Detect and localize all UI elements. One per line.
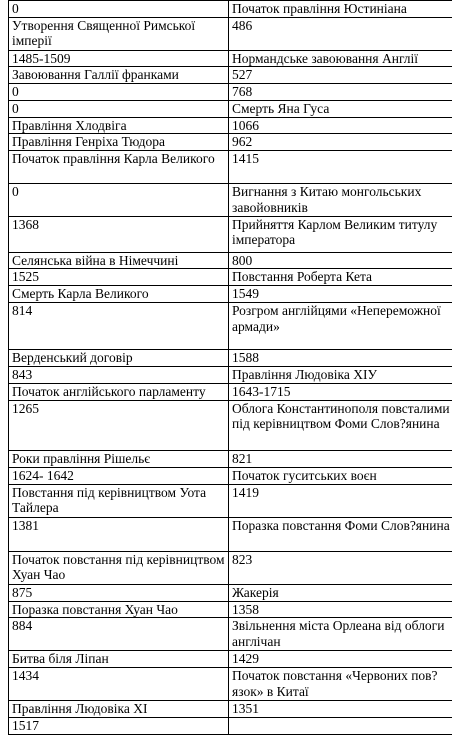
left-cell: 0 <box>9 184 229 216</box>
left-cell: Роки правління Рішельє <box>9 450 229 467</box>
table-row <box>9 303 452 350</box>
left-cell: Завоювання Галлії франками <box>9 67 229 84</box>
table-row <box>9 584 452 601</box>
right-cell: 962 <box>229 134 452 151</box>
right-cell <box>229 718 452 735</box>
left-cell: Повстання під керівництвом Уота Тайлера <box>9 484 229 517</box>
table-row <box>9 400 452 450</box>
right-cell: 800 <box>229 252 452 269</box>
left-cell: Початок повстання під керівництвом Хуан Чао <box>9 551 229 584</box>
table-row <box>9 551 452 584</box>
left-cell: 1517 <box>9 718 229 735</box>
right-cell: Смерть Яна Гуса <box>229 100 452 117</box>
right-cell: 486 <box>229 17 452 50</box>
table-row <box>9 668 452 701</box>
table-row <box>9 601 452 618</box>
left-cell: 1525 <box>9 269 229 286</box>
right-cell: 1429 <box>229 651 452 668</box>
left-cell: 0 <box>9 1 229 18</box>
left-cell: 0 <box>9 100 229 117</box>
right-cell: Поразка повстання Фоми Слов?янина <box>229 517 452 551</box>
right-cell: 1549 <box>229 286 452 303</box>
left-cell: Правління Хлодвіга <box>9 117 229 134</box>
right-cell: Нормандське завоювання Англії <box>229 50 452 67</box>
table-row <box>9 350 452 367</box>
left-cell: Битва біля Ліпан <box>9 651 229 668</box>
left-cell: Початок правління Карла Великого <box>9 151 229 184</box>
right-cell: Облога Константинополя повсталими під керівництвом Фоми Слов?янина <box>229 400 452 450</box>
events-table <box>8 0 452 735</box>
right-cell: 1351 <box>229 701 452 718</box>
table-row <box>9 17 452 50</box>
table-row <box>9 517 452 551</box>
right-cell: 1588 <box>229 350 452 367</box>
table-row <box>9 100 452 117</box>
left-cell: Утворення Священної Римської імперії <box>9 17 229 50</box>
table-row <box>9 134 452 151</box>
right-cell: Правління Людовіка ХІУ <box>229 367 452 384</box>
left-cell: 884 <box>9 618 229 651</box>
table-row <box>9 67 452 84</box>
right-cell: 823 <box>229 551 452 584</box>
left-cell: 1368 <box>9 216 229 252</box>
table-row <box>9 618 452 651</box>
table-row <box>9 651 452 668</box>
left-cell: Смерть Карла Великого <box>9 286 229 303</box>
right-cell: 1419 <box>229 484 452 517</box>
right-cell: Початок повстання «Червоних пов?язок» в Китаї <box>229 668 452 701</box>
table-row <box>9 367 452 384</box>
left-cell: Правління Людовіка ХІ <box>9 701 229 718</box>
left-cell: Селянська війна в Німеччині <box>9 252 229 269</box>
left-cell: 1381 <box>9 517 229 551</box>
table-row <box>9 383 452 400</box>
right-cell: 1066 <box>229 117 452 134</box>
table-row <box>9 718 452 735</box>
left-cell: Поразка повстання Хуан Чао <box>9 601 229 618</box>
table-row <box>9 84 452 101</box>
table-row <box>9 1 452 18</box>
left-cell: 814 <box>9 303 229 350</box>
right-cell: Вигнання з Китаю монгольських завойовників <box>229 184 452 216</box>
table-row <box>9 117 452 134</box>
table-row <box>9 269 452 286</box>
right-cell: Початок гуситських воєн <box>229 467 452 484</box>
table-row <box>9 701 452 718</box>
right-cell: 1415 <box>229 151 452 184</box>
table-row <box>9 467 452 484</box>
left-cell: Правління Генріха Тюдора <box>9 134 229 151</box>
right-cell: 768 <box>229 84 452 101</box>
table-row <box>9 450 452 467</box>
left-cell: 1485-1509 <box>9 50 229 67</box>
table-row <box>9 484 452 517</box>
left-cell: 875 <box>9 584 229 601</box>
left-cell: 1265 <box>9 400 229 450</box>
left-cell: 0 <box>9 84 229 101</box>
left-cell: Верденський договір <box>9 350 229 367</box>
right-cell: Початок правління Юстиніана <box>229 1 452 18</box>
left-cell: 843 <box>9 367 229 384</box>
right-cell: 527 <box>229 67 452 84</box>
right-cell: Прийняття Карлом Великим титулу імператора <box>229 216 452 252</box>
table-row <box>9 286 452 303</box>
table-row <box>9 151 452 184</box>
left-cell: 1434 <box>9 668 229 701</box>
left-cell: 1624- 1642 <box>9 467 229 484</box>
table-row <box>9 50 452 67</box>
right-cell: 821 <box>229 450 452 467</box>
right-cell: 1358 <box>229 601 452 618</box>
right-cell: Звільнення міста Орлеана від облоги англічан <box>229 618 452 651</box>
right-cell: Жакерія <box>229 584 452 601</box>
left-cell: Початок англійського парламенту <box>9 383 229 400</box>
right-cell: Розгром англійцями «Непереможної армади» <box>229 303 452 350</box>
table-row <box>9 216 452 252</box>
table-row <box>9 252 452 269</box>
table-row <box>9 184 452 216</box>
right-cell: 1643-1715 <box>229 383 452 400</box>
right-cell: Повстання Роберта Кета <box>229 269 452 286</box>
